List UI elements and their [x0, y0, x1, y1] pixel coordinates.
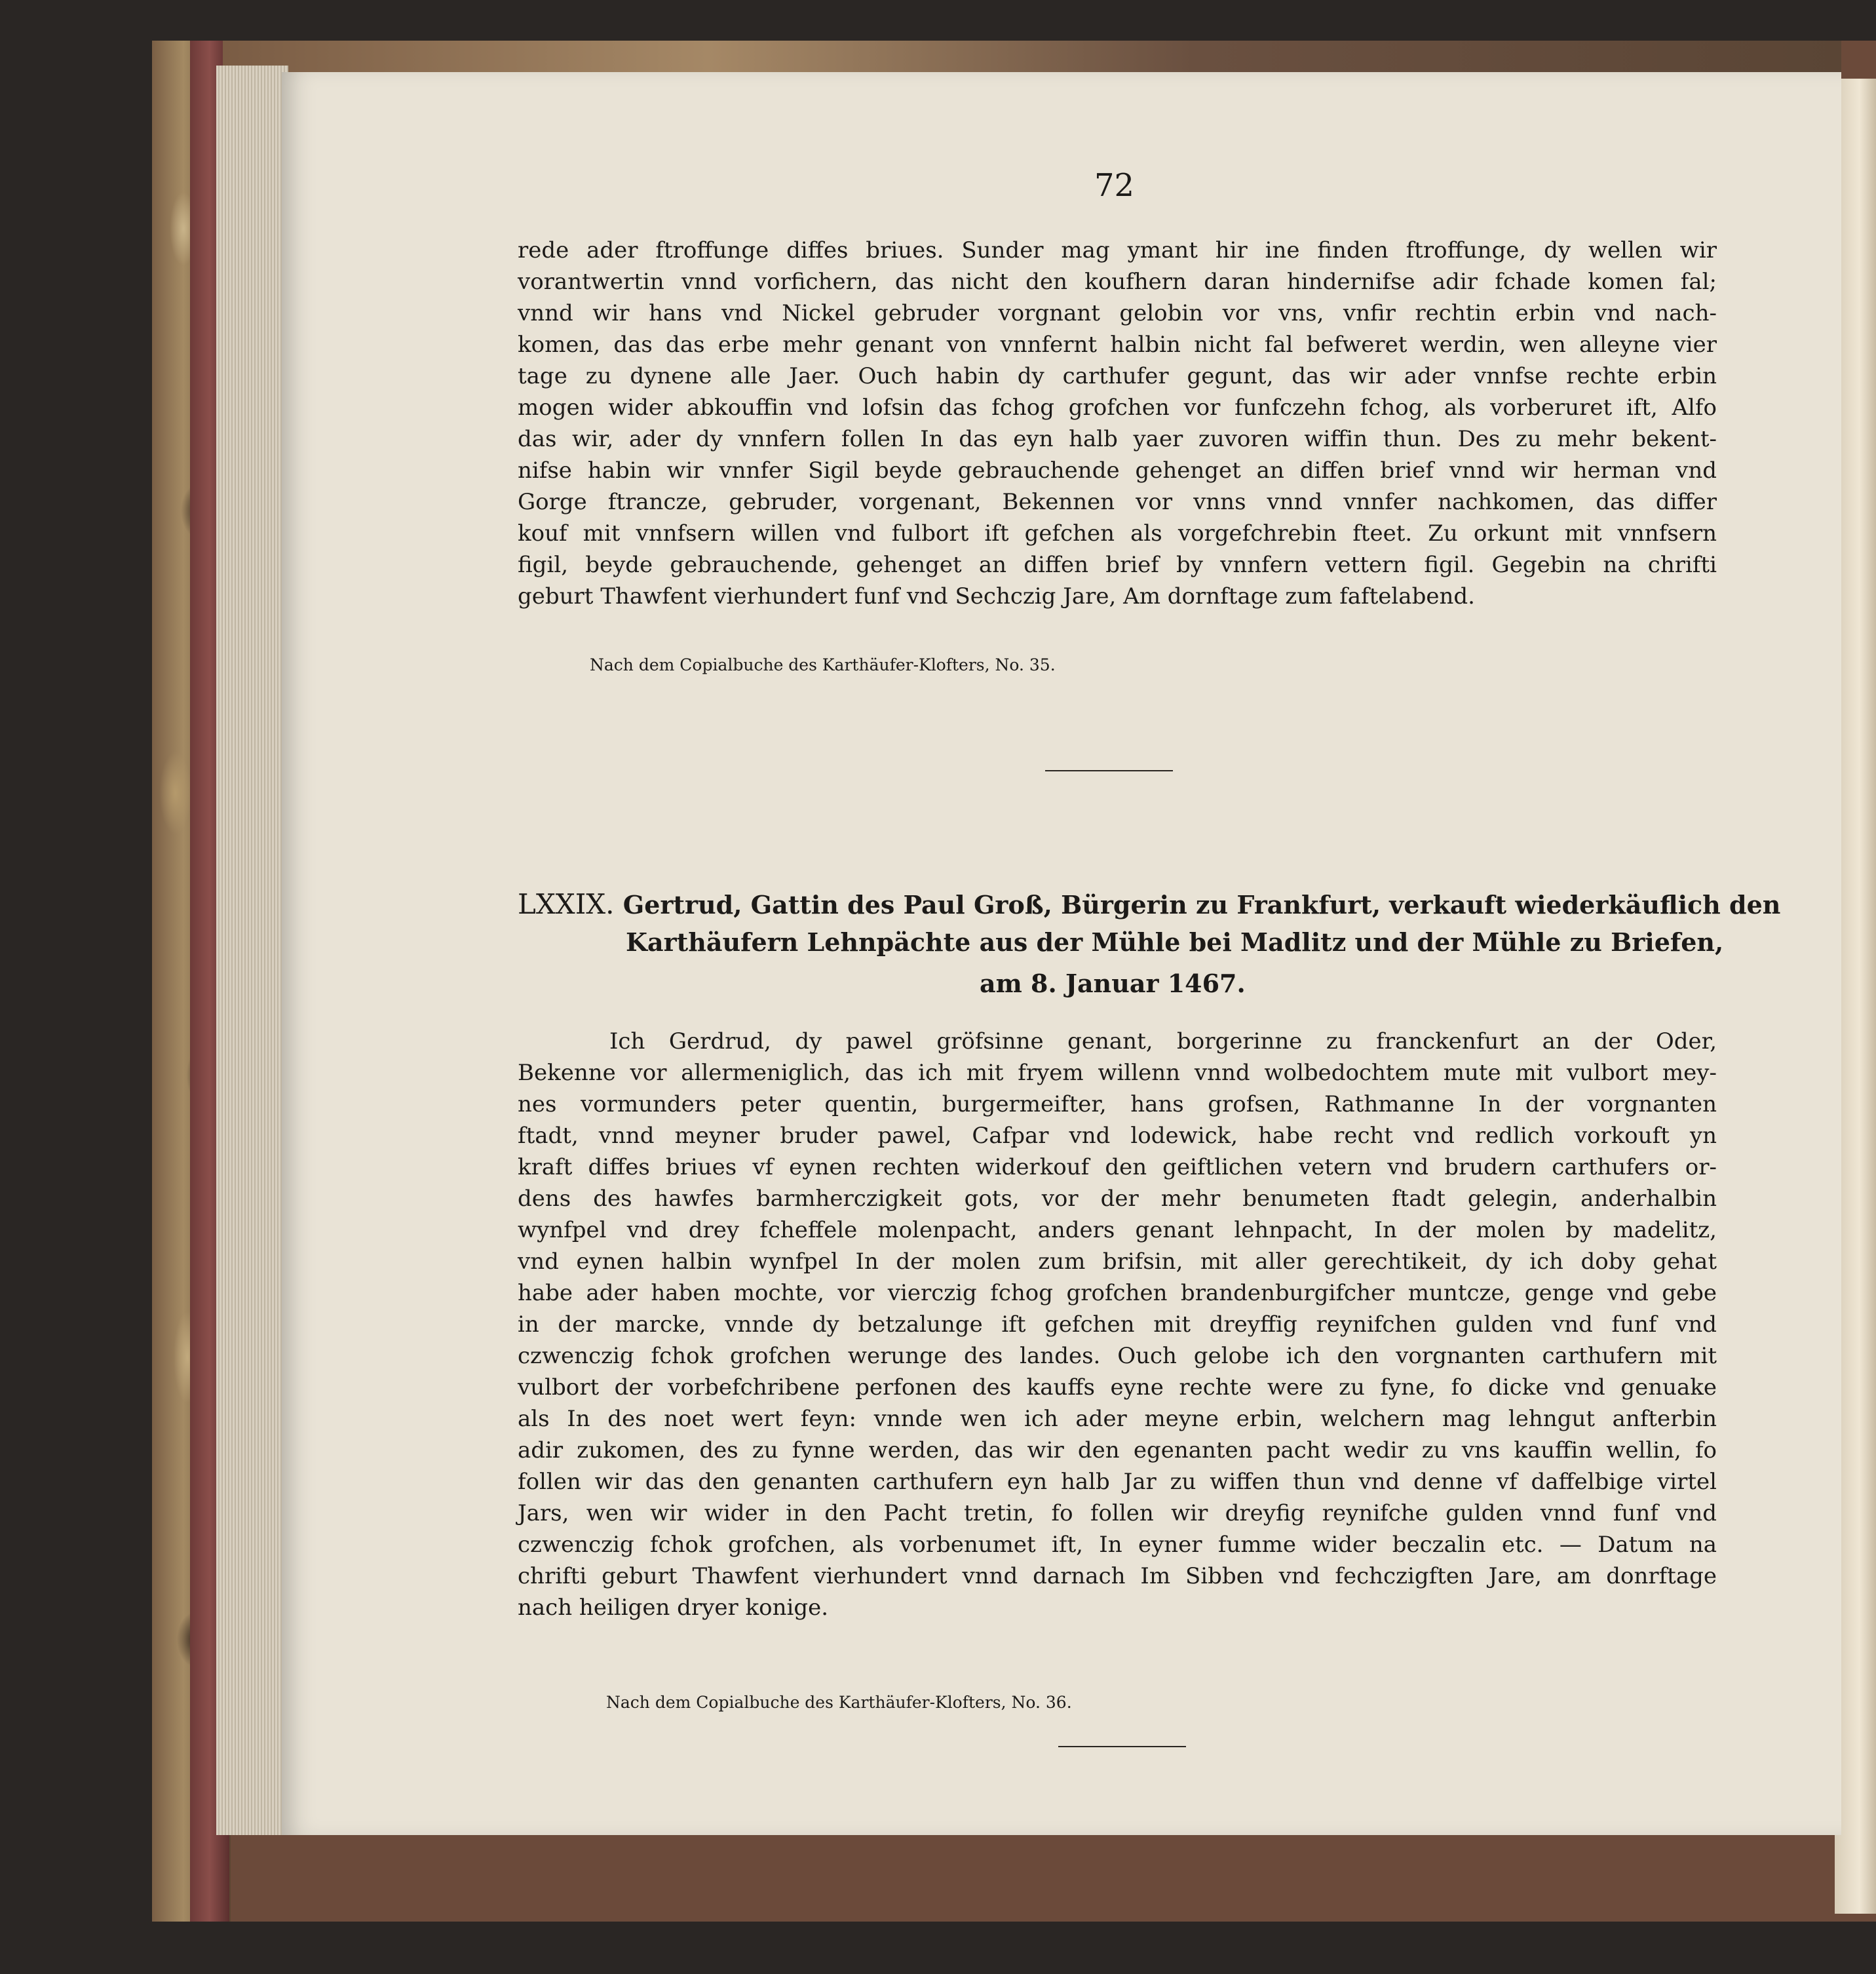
- text-line: mogen wider abkouffin vnd lofsin das fchog grofchen vor funfczehn fchog, als vorberuret ift, Alfo: [518, 395, 1717, 421]
- text-line: nes vormunders peter quentin, burgermeifter, hans grofsen, Rathmanne In der vorgnanten: [518, 1091, 1717, 1117]
- text-line: das wir, ader dy vnnfern follen In das eyn halb yaer zuvoren wiffin thun. Des zu mehr bekent-: [518, 426, 1717, 452]
- text-line: vnd eynen halbin wynfpel In der molen zum brifsin, mit aller gerechtikeit, dy ich doby gehat: [518, 1248, 1717, 1275]
- source-note-1: Nach dem Copialbuche des Karthäufer-Klofters, No. 35.: [590, 655, 1056, 674]
- document-date: am 8. Januar 1467.: [980, 969, 1246, 998]
- text-line: ftadt, vnnd meyner bruder pawel, Cafpar vnd lodewick, habe recht vnd redlich vorkouft yn: [518, 1123, 1717, 1149]
- source-note-2: Nach dem Copialbuche des Karthäufer-Klofters, No. 36.: [606, 1693, 1072, 1712]
- paragraph-1: [518, 235, 1717, 612]
- text-line: czwenczig fchok grofchen werunge des landes. Ouch gelobe ich den vorgnanten carthufern mit: [518, 1343, 1717, 1369]
- text-line: figil, beyde gebrauchende, gehenget an diffen brief by vnnfern vettern figil. Gegebin na chrifti: [518, 552, 1717, 578]
- text-line: follen wir das den genanten carthufern eyn halb Jar zu wiffen thun vnd denne vf daffelbige virtel: [518, 1469, 1717, 1495]
- text-line: komen, das das erbe mehr genant von vnnfernt halbin nicht fal befweret werdin, wen alleyne vier: [518, 332, 1717, 358]
- text-line: wynfpel vnd drey fcheffele molenpacht, anders genant lehnpacht, In der molen by madelitz,: [518, 1217, 1717, 1243]
- paragraph-2: [518, 1026, 1717, 1623]
- document-heading-line-1: [518, 888, 1780, 920]
- text-line: Bekenne vor allermeniglich, das ich mit fryem willenn vnnd wolbedochtem mute mit vulbort mey-: [518, 1060, 1717, 1086]
- document-number: LXXIX.: [518, 888, 615, 920]
- text-line: kraft diffes briues vf eynen rechten widerkouf den geiftlichen vetern vnd brudern carthufers or-: [518, 1154, 1717, 1180]
- text-line: Ich Gerdrud, dy pawel gröfsinne genant, borgerinne zu franckenfurt an der Oder,: [609, 1028, 1717, 1055]
- text-line: nach heiligen dryer konige.: [518, 1595, 829, 1621]
- page-edges: [216, 66, 288, 1835]
- text-line: vnnd wir hans vnd Nickel gebruder vorgnant gelobin vor vns, vnfir rechtin erbin vnd nach-: [518, 300, 1717, 326]
- text-line: habe ader haben mochte, vor vierczig fchog grofchen brandenburgifcher muntcze, genge vnd gebe: [518, 1280, 1717, 1306]
- page-number: 72: [1094, 167, 1135, 204]
- text-line: vulbort der vorbefchribene perfonen des kauffs eyne rechte were zu fyne, fo dicke vnd genuake: [518, 1374, 1717, 1401]
- text-line: adir zukomen, des zu fynne werden, das wir den egenanten pacht wedir zu vns kauffin wellin, fo: [518, 1437, 1717, 1463]
- text-line: dens des hawfes barmherczigkeit gots, vor der mehr benumeten ftadt gelegin, anderhalbin: [518, 1186, 1717, 1212]
- section-divider: [1045, 770, 1173, 771]
- document-title-line: Karthäufern Lehnpächte aus der Mühle bei Madlitz und der Mühle zu Briefen,: [626, 927, 1724, 957]
- text-line: geburt Thawfent vierhundert funf vnd Sechczig Jare, Am dornftage zum faftelabend.: [518, 583, 1475, 610]
- top-cover-strip: [223, 41, 1841, 73]
- text-line: czwenczig fchok grofchen, als vorbenumet ift, In eyner fumme wider beczalin etc. — Datum na: [518, 1532, 1717, 1558]
- text-line: Gorge ftrancze, gebruder, vorgenant, Bekennen vor vnns vnnd vnnfer nachkomen, das differ: [518, 489, 1717, 515]
- document-title-line: Gertrud, Gattin des Paul Groß, Bürgerin zu Frankfurt, verkauft wiederkäuflich den: [622, 890, 1781, 919]
- text-line: vorantwertin vnnd vorfichern, das nicht den koufhern daran hindernifse adir fchade komen fal;: [518, 269, 1717, 295]
- text-line: Jars, wen wir wider in den Pacht tretin, fo follen wir dreyfig reynifche gulden vnnd funf vnd: [518, 1500, 1717, 1526]
- text-line: tage zu dynene alle Jaer. Ouch habin dy carthufer gegunt, das wir ader vnnfse rechte erbin: [518, 363, 1717, 389]
- text-line: chrifti geburt Thawfent vierhundert vnnd darnach Im Sibben vnd fechczigften Jare, am donrftage: [518, 1563, 1717, 1589]
- text-line: als In des noet wert feyn: vnnde wen ich ader meyne erbin, welchern mag lehngut anfterbin: [518, 1406, 1717, 1432]
- text-line: nifse habin wir vnnfer Sigil beyde gebrauchende gehenget an diffen brief vnnd wir herman vnd: [518, 457, 1717, 484]
- text-line: kouf mit vnnfsern willen vnd fulbort ift gefchen als vorgefchrebin fteet. Zu orkunt mit vnnfsern: [518, 520, 1717, 547]
- text-line: rede ader ftroffunge diffes briues. Sunder mag ymant hir ine finden ftroffunge, dy wellen wir: [518, 237, 1717, 263]
- text-line: in der marcke, vnnde dy betzalunge ift gefchen mit dreyffig reynifchen gulden vnd funf vnd: [518, 1311, 1717, 1338]
- end-divider: [1058, 1746, 1186, 1747]
